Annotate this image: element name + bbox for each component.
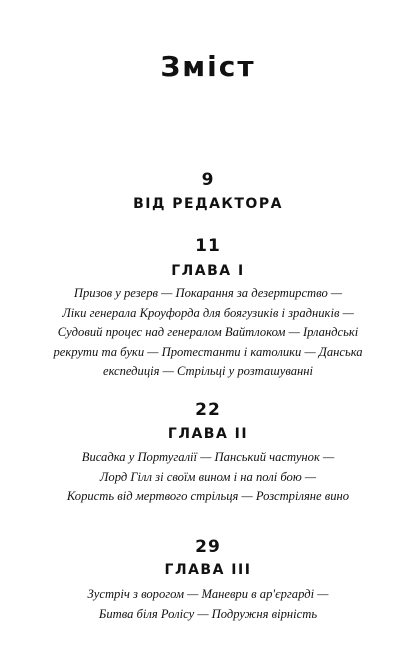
- description-line: Судовий процес над генералом Вайтлоком — Ірландські: [57, 325, 359, 339]
- entry-description: [28, 448, 388, 507]
- description-line: Битва біля Ролісу — Подружня вірність: [98, 606, 318, 621]
- description-line: Висадка у Португалії — Панський частунок —: [81, 450, 335, 464]
- description-line: рекрути та буки — Протестанти і католики — Данська: [53, 344, 363, 359]
- entry-heading: ГЛАВА II: [167, 426, 249, 442]
- description-line: експедиція — Стрільці у розташуванні: [102, 364, 313, 378]
- entry-heading: ВІД РЕДАКТОРА: [133, 196, 283, 212]
- description-line: Лорд Гілл зі своїм вином і на полі бою —: [99, 469, 317, 484]
- entry-page-number: 11: [195, 236, 221, 256]
- entry-page-number: 29: [195, 537, 221, 557]
- entry-page-number: 9: [201, 170, 215, 190]
- entry-heading: ГЛАВА I: [171, 263, 245, 279]
- entry-description: [28, 284, 388, 382]
- description-line: Призов у резерв — Покарання за дезертирство —: [73, 286, 343, 300]
- description-line: Користь від мертвого стрільця — Розстріляне вино: [66, 489, 350, 503]
- description-line: Зустріч з ворогом — Маневри в ар'єргарді —: [87, 587, 329, 601]
- entry-description: [28, 585, 388, 624]
- description-line: Ліки генерала Кроуфорда для боягузиків і зрадників —: [62, 305, 354, 320]
- page-title: Зміст: [160, 50, 256, 83]
- entry-heading: ГЛАВА III: [164, 562, 252, 578]
- entry-page-number: 22: [195, 400, 221, 420]
